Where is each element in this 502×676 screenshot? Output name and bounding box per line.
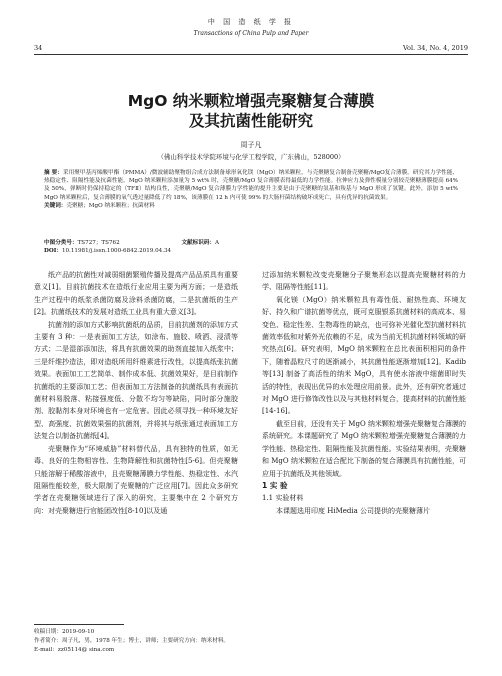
paragraph: 氧化镁（MgO）纳米颗粒具有毒性低、耐热性高、环境友好、持久和广谱抗菌等优点，既可克服银系抗菌材料的高成本、易变色、稳定性差、生物毒性的缺点，也可弥补光催化型抗菌材料抗菌效率低和对紫外光依赖的不足，成为当前无机抗菌材料领域的研究热点[6]。研究表明，MgO 纳米颗粒在总比表面积相同的条件下，随着晶粒尺寸的逐渐减小，其抗菌性能逐渐增加[12]。Kadib 等[13] 制备了高活性的纳米 MgO，具有使水溶液中细菌即时失活的特性，表现出优异的水处理应用前景。此外，还有研究者通过对 MgO 进行修饰改性以及与其他材料复合，提高材料的抗菌性能[14-16]。 bbox=[262, 295, 466, 416]
footnote-rule bbox=[34, 624, 124, 625]
page-number: 34 bbox=[34, 44, 43, 52]
section-heading: 1 实 验 bbox=[262, 480, 288, 490]
clc-field: 中图分类号：TS727；TS762 bbox=[44, 240, 120, 246]
journal-title-cn: 中 国 造 纸 学 报 bbox=[207, 18, 295, 26]
received-date: 收稿日期：2019-09-10 bbox=[34, 629, 95, 635]
abstract-text: 采用聚甲基丙烯酸甲酯（PMMA）/微波辅助聚物组合成方法制备球形氧化镁（MgO）纳米颗粒，与壳聚糖复合制备壳聚糖/MgO复合薄膜。研究其力学性能、热稳定性、阻隔性能及抗菌性能。MgO 纳米颗粒添加量为 5 wt% 时，壳聚糖/MgO 复合薄膜表得最低的力学性能。拉伸应力及弹性模量分别较壳聚糖薄膜提高 64% 及 50%，弹断时仍保持稳定的（TFⅡ）结构良性，壳聚糖/MgO 复合薄膜力学性能的提升主要是由于壳聚糖的氢基和羧基与 MgO 形成了氢键。此外，添加 5 wt% MgO 纳米颗粒后，复合薄膜的氧气透过量降低了约 18%，该薄膜在 12 h 内可使 99% 的大肠杆菌结构破坏成死亡，具有优异的抗菌效果。 bbox=[44, 170, 458, 201]
running-header bbox=[0, 17, 502, 37]
footnote bbox=[34, 628, 229, 655]
journal-title-en: Transactions of China Pulp and Paper bbox=[193, 30, 309, 37]
doi-field: DOI：10.11981/j.issn.1000-6842.2019.04.34 bbox=[44, 248, 172, 254]
volume-issue: Vol. 34, No. 4, 2019 bbox=[402, 44, 468, 52]
paragraph: 抗菌剂的添加方式影响抗菌纸的品质，目前抗菌剂的添加方式主要有 3 种：一是表面加工方法，如涂布、施胶、喷洒、浸渍等方式；二是湿部添加法，将具有抗菌效果的助剂直接加入纸浆中；三是纤维抄造法，即对造纸所用纤维素进行改性，以提高纸张抗菌效果。表面加工工艺简单、制作成本低、抗菌效果好，是目前制作抗菌纸的主要添加工艺；但表面加工方法制备的抗菌纸具有表面抗菌材料易脱落、粘接强度低、分散不均匀等缺陷，同时部分施胶剂、胶黏剂本身对环境也有一定危害。因此必须寻找一种环境友好型、高强度、抗菌效果强的抗菌剂，并将其与纸张通过表面加工方法复合以制备抗菌纸[4]。 bbox=[34, 320, 238, 441]
author-info: 作者简介：周子凡，男，1978 年生；博士，讲师；主要研究方向：纳米材料。 bbox=[34, 638, 230, 644]
paragraph: 截至目前，还没有关于 MgO 纳米颗粒增强壳聚糖复合薄膜的系统研究。本课题研究了 MgO 纳米颗粒增强壳聚糖复合薄膜的力学性能、热稳定性、阻隔性能及抗菌性能。实验结果表明，壳聚糖和 MgO 纳米颗粒在适合配比下制备的复合薄膜具有抗菌性能，可应用于抗菌纸及其他领域。 bbox=[262, 419, 466, 478]
paragraph: 本课题选用印度 HiMedia 公司提供的壳聚糖薄片 bbox=[276, 506, 430, 515]
keywords: 壳聚糖；MgO 纳米颗粒；抗菌材料 bbox=[66, 202, 155, 209]
paper-title-line1: MgO 纳米颗粒增强壳聚糖复合薄膜 bbox=[127, 92, 375, 110]
paper-title-line2: 及其抗菌性能研究 bbox=[188, 112, 313, 130]
keywords-label: 关键词： bbox=[44, 202, 67, 209]
article-meta bbox=[44, 238, 458, 254]
body-column-right bbox=[262, 269, 466, 517]
paragraph: 壳聚糖作为“环境威胁”材料替代品，具有独特的性质，如无毒、良好的生物相容性、生物降解性和抗菌特性[5-6]。但壳聚糖只能溶解于稀酸溶液中，且壳聚糖薄膜力学性能、热稳定性、水汽阻隔性能较差，极大限制了壳聚糖的广泛应用[7]。因此众多研究学者在壳聚糖领域进行了深入的研究，主要集中在 2 个研究方向：对壳聚糖进行官能团改性[8-10]以及通 bbox=[34, 444, 238, 515]
authors: 周子凡 bbox=[240, 141, 262, 149]
affiliation: （佛山科学技术学院环境与化学工程学院，广东佛山，528000） bbox=[157, 153, 345, 161]
paragraph: 过添加纳米颗粒改变壳聚糖分子聚集形态以提高壳聚糖材料的力学、阻隔等性能[11]。 bbox=[262, 271, 466, 292]
subsection-heading: 1.1 实验材料 bbox=[262, 494, 304, 503]
abstract bbox=[44, 169, 458, 210]
doc-code-field: 文献标识码：A bbox=[181, 240, 220, 246]
header-rule bbox=[34, 54, 468, 55]
abstract-label: 摘 要： bbox=[44, 170, 63, 176]
paragraph: 纸产品的抗菌性对减弱细菌繁殖传播及提高产品品质具有重要意义[1]。目前抗菌技术在造纸行业应用主要为两方面；一是造纸生产过程中的纸浆杀菌防腐及涂料杀菌防腐，二是抗菌纸的生产[2]。抗菌纸技术的发展对造纸工业具有重大意义[3]。 bbox=[34, 271, 238, 317]
author-email: E-mail：zz05114@ sina.com bbox=[34, 647, 115, 653]
body-column-left bbox=[34, 269, 238, 517]
